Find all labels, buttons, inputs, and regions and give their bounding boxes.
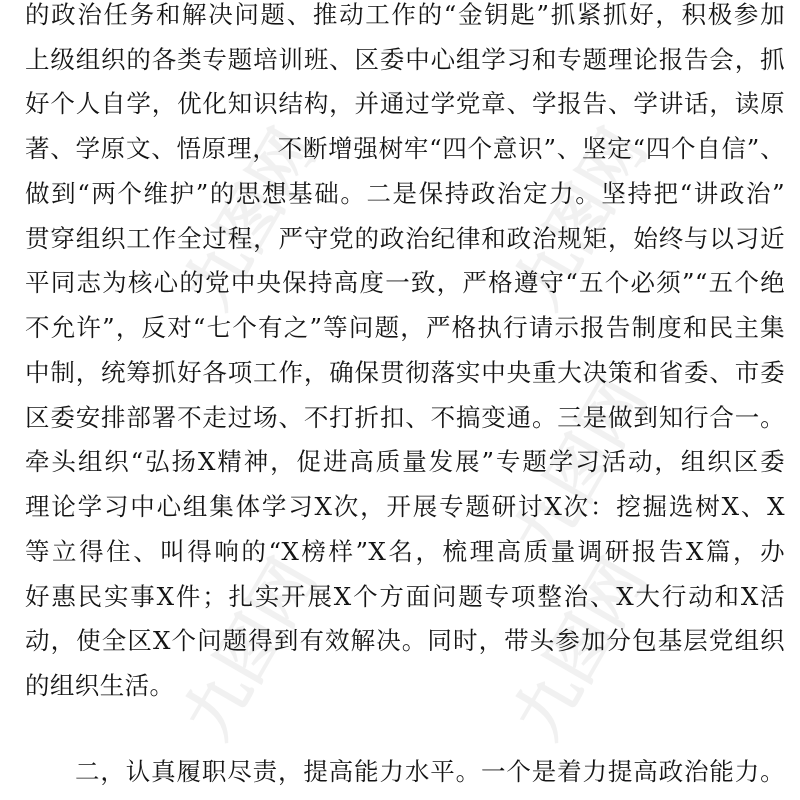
watermark: 九图网 [501, 367, 662, 571]
text-line: 等立得住、叫得响的“X榜样”X名，梳理高质量调研报告X篇，办 [25, 537, 785, 566]
text-line: 牵头组织“弘扬X精神，促进高质量发展”专题学习活动，组织区委 [25, 447, 785, 476]
text-line: 理论学习中心组集体学习X次，开展专题研讨X次：挖掘选树X、X [25, 492, 785, 521]
text-line: 做到“两个维护”的思想基础。二是保持政治定力。坚持把“讲政治” [25, 179, 785, 208]
text-line: 好个人自学，优化知识结构，并通过学党章、学报告、学讲话，读原 [25, 89, 785, 118]
text-line: 著、学原文、悟原理，不断增强树牢“四个意识”、坚定“四个自信”、 [25, 134, 785, 163]
text-line: 贯穿组织工作全过程，严守党的政治纪律和政治规矩，始终与以习近 [25, 224, 785, 253]
watermark: 九图网 [171, 117, 332, 321]
watermark: 九图网 [501, 117, 662, 321]
watermark: 九图网 [501, 547, 662, 751]
text-line: 中制，统筹抓好各项工作，确保贯彻落实中央重大决策和省委、市委 [25, 358, 785, 387]
watermark: 九图网 [171, 547, 332, 751]
text-line: 上级组织的各类专题培训班、区委中心组学习和专题理论报告会，抓 [25, 45, 785, 74]
text-line: 动，使全区X个问题得到有效解决。同时，带头参加分包基层党组织 [25, 626, 785, 655]
text-line: 区委安排部署不走过场、不打折扣、不搞变通。三是做到知行合一。 [25, 403, 785, 432]
text-line: 的组织生活。 [25, 671, 175, 700]
text-line: 的政治任务和解决问题、推动工作的“金钥匙”抓紧抓好，积极参加 [25, 0, 785, 29]
text-line: 好惠民实事X件；扎实开展X个方面问题专项整治、X大行动和X活 [25, 582, 785, 611]
text-line: 不允许”，反对“七个有之”等问题，严格执行请示报告制度和民主集 [25, 313, 785, 342]
section-heading-2: 二，认真履职尽责，提高能力水平。一个是着力提高政治能力。 [75, 757, 785, 786]
text-line: 平同志为核心的党中央保持高度一致，严格遵守“五个必须”“五个绝 [25, 268, 785, 297]
